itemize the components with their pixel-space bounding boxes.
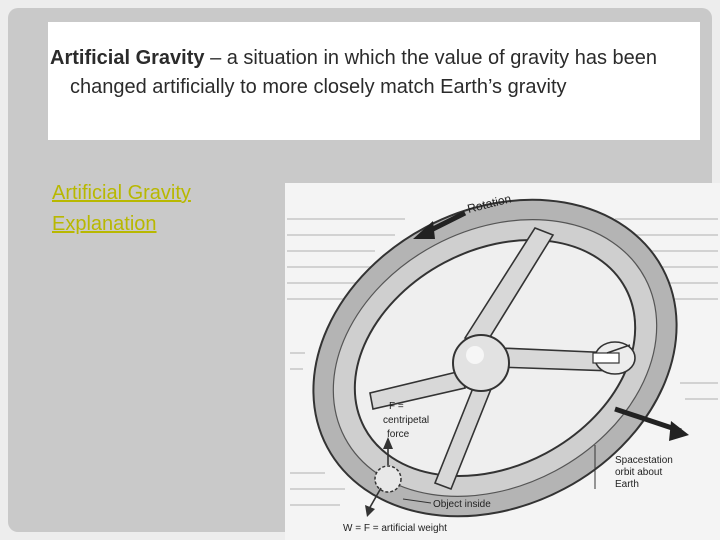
link-line-2: Explanation — [52, 213, 157, 235]
label-force-2: centripetal — [383, 415, 430, 426]
space-station-diagram — [285, 183, 720, 540]
explanation-link[interactable] — [52, 178, 191, 240]
link-line-1: Artificial Gravity — [52, 182, 191, 204]
label-station-1: Spacestation — [615, 455, 673, 466]
label-force-3: force — [387, 429, 410, 440]
label-weight: W = F = artificial weight — [343, 523, 447, 534]
space-station-figure — [285, 183, 720, 540]
label-object: Object inside — [433, 499, 491, 510]
label-station-3: Earth — [615, 479, 639, 490]
hub — [453, 335, 509, 391]
label-rotation: Rotation — [465, 191, 513, 216]
title-term: Artificial Gravity — [50, 47, 205, 69]
label-station-2: orbit about — [615, 467, 663, 478]
label-force-1: F = — [389, 401, 404, 412]
title-definition: – a situation in which the value of gravity has been changed artificially to more closely match Earth’s gravity — [70, 47, 658, 98]
slide-title — [50, 44, 710, 102]
